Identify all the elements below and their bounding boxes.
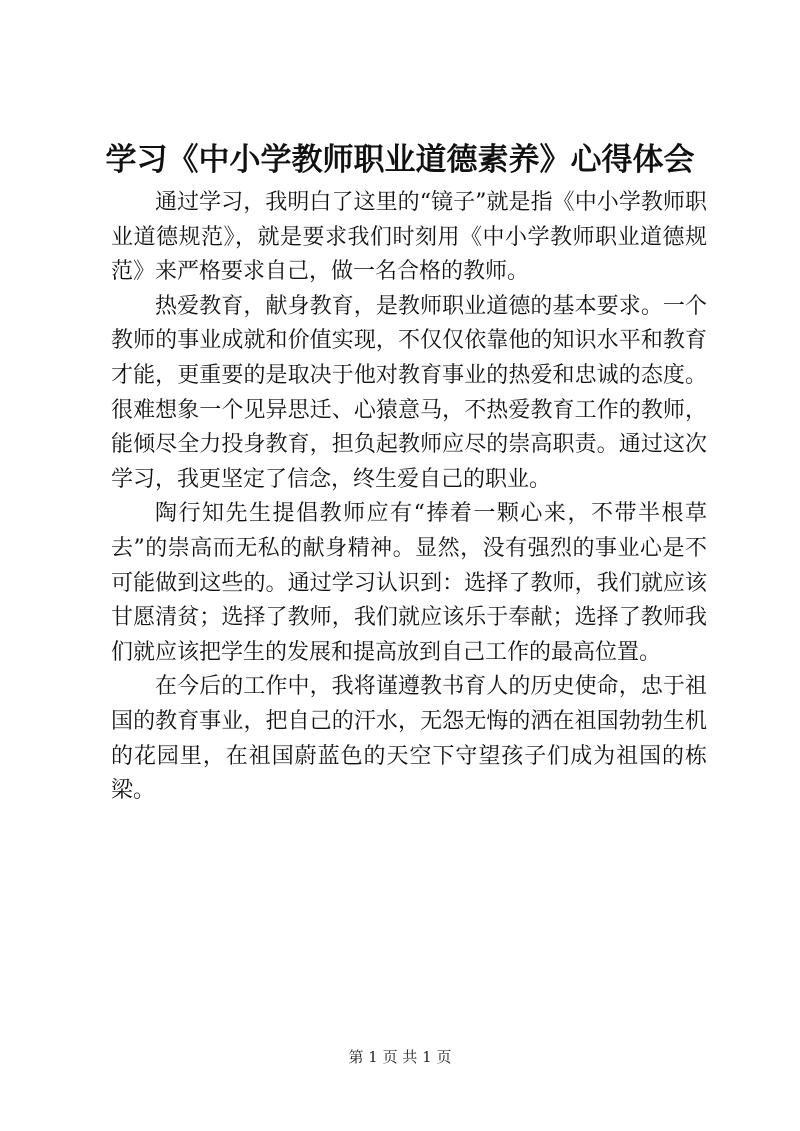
paragraph-4: 在今后的工作中，我将谨遵教书育人的历史使命，忠于祖国的教育事业，把自己的汗水，无怨无悔的洒在祖国勃勃生机的花园里，在祖国蔚蓝色的天空下守望孩子们成为祖国的栋梁。: [111, 674, 707, 804]
paragraph-2: 热爱教育，献身教育，是教师职业道德的基本要求。一个教师的事业成就和价值实现，不仅仅依靠他的知识水平和教育才能，更重要的是取决于他对教育事业的热爱和忠诚的态度。很难想象一个见异思迁、心猿意马，不热爱教育工作的教师，能倾尽全力投身教育，担负起教师应尽的崇高职责。通过这次学习，我更坚定了信念，终生爱自己的职业。: [111, 293, 707, 492]
document-title: 学习《中小学教师职业道德素养》心得体会: [105, 142, 695, 178]
paragraph-3: 陶行知先生提倡教师应有“捧着一颗心来，不带半根草去”的崇高而无私的献身精神。显然，没有强烈的事业心是不可能做到这些的。通过学习认识到：选择了教师，我们就应该甘愿清贫；选择了教师，我们就应该乐于奉献；选择了教师我们就应该把学生的发展和提高放到自己工作的最高位置。: [111, 501, 707, 665]
paragraph-1: 通过学习，我明白了这里的“镜子”就是指《中小学教师职业道德规范》，就是要求我们时刻用《中小学教师职业道德规范》来严格要求自己，做一名合格的教师。: [111, 190, 707, 285]
page-footer: 第 1 页 共 1 页: [348, 1048, 452, 1066]
document-body: [111, 186, 707, 809]
